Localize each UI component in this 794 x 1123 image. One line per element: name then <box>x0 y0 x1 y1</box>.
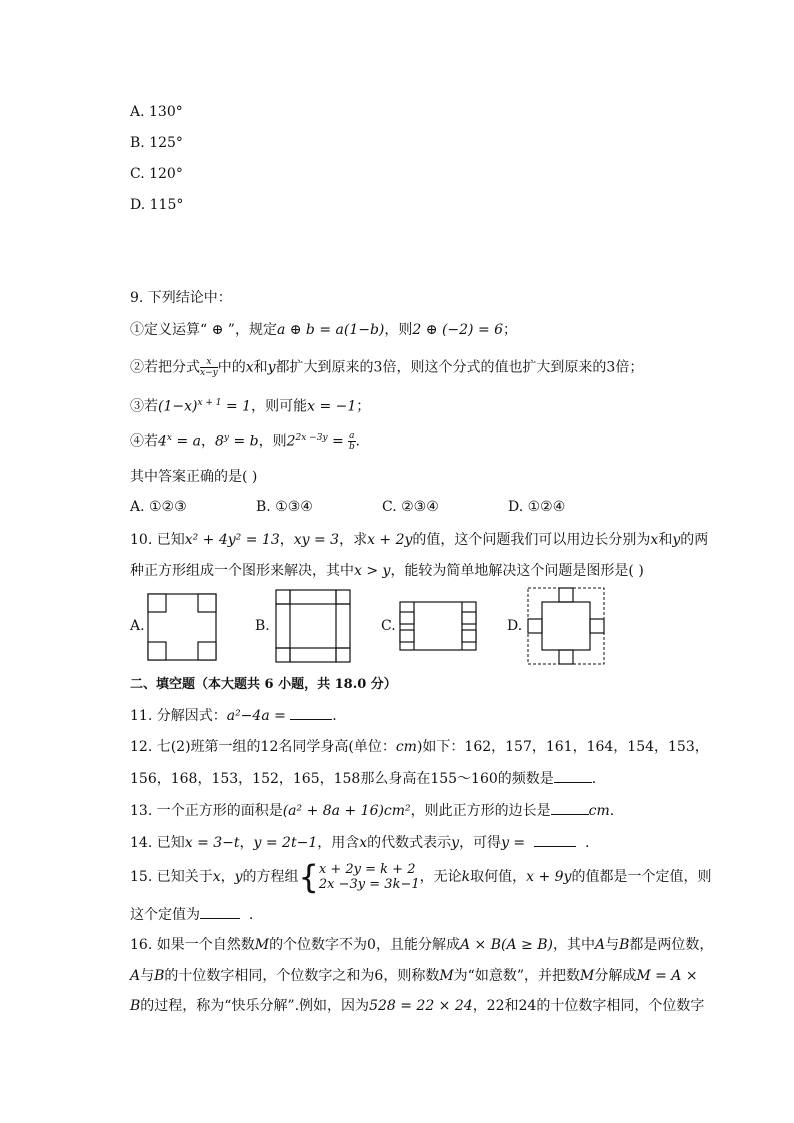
figure-b <box>274 588 352 664</box>
q9-option-c: C. ②③④ <box>382 499 439 515</box>
q9-statement-1: ①定义运算“ ⊕ ”，规定a ⊕ b = a(1−b)，则2 ⊕ (−2) = 6； <box>130 322 518 338</box>
figure-d-label: D. <box>507 618 523 634</box>
q9-option-b: B. ①③④ <box>256 499 313 515</box>
figure-b-label: B. <box>255 618 270 634</box>
figure-c <box>398 600 478 652</box>
option-b: B. 125° <box>130 135 183 151</box>
q9-option-a: A. ①②③ <box>130 499 187 515</box>
figure-a-label: A. <box>130 618 145 634</box>
q9-statement-3: ③若$(1-x)^{x + 1} = 1$，则可能x = −1； <box>130 398 371 415</box>
option-c: C. 120° <box>130 166 183 182</box>
option-d: D. 115° <box>130 197 184 213</box>
figure-a <box>146 592 218 662</box>
answer-blank[interactable] <box>534 832 576 847</box>
option-a: A. 130° <box>130 104 183 120</box>
q14: 14. 已知x = 3−t，y = 2t−1，用含x的代数式表示y，可得y = . <box>130 832 589 853</box>
q16-line-2: A与B的十位数字相同，个位数字之和为6，则称数M为“如意数”，并把数M分解成M = A × <box>130 968 698 984</box>
q16-line-1: 16. 如果一个自然数M的个位数字不为0，且能分解成A × B(A ≥ B)，其中A与B都是两位数， <box>130 937 714 953</box>
q15-line-2: 这个定值为 . <box>130 904 253 925</box>
q11: 11. 分解因式：a²−4a = . <box>130 705 337 726</box>
q9-ask: 其中答案正确的是( ) <box>130 469 258 485</box>
fraction: $\frac{x}{x-y}$ <box>200 357 218 378</box>
q9-statement-2: ②若把分式 $\frac{x}{x-y}$ 中的x和y都扩大到原来的3倍，则这个分式的值也扩大到原来的3倍； <box>130 357 644 378</box>
q10-line-2: 种正方形组成一个图形来解决，其中x > y，能较为简单地解决这个问题是图形是( ) <box>130 563 644 579</box>
q12-line-1: 12. 七(2)班第一组的12名同学身高(单位：cm)如下：162，157，161，164，154，153， <box>130 739 709 755</box>
equation-system: x + 2y = k + 2 2x −3y = 3k−1 <box>318 862 420 892</box>
answer-blank[interactable] <box>551 800 589 815</box>
q10-line-1: 10. 已知x² + 4y² = 13，xy = 3，求x + 2y的值，这个问题我们可以用边长分别为x和y的两 <box>130 532 709 548</box>
q9-stem: 9. 下列结论中： <box>130 290 232 306</box>
q13: 13. 一个正方形的面积是(a² + 8a + 16)cm²，则此正方形的边长是 cm. <box>130 800 614 821</box>
answer-blank[interactable] <box>290 705 332 720</box>
q9-statement-4: ④若$4^x = a$，$8^y = b$，则$2^{2x -3y}$ = $\frac{a}{b}$ . <box>130 431 360 453</box>
q15-line-1: 15. 已知关于x，y的方程组{ x + 2y = k + 2 2x −3y = 3k−1 ，无论k取何值，x + 9y的值都是一个定值，则 <box>130 858 712 896</box>
answer-blank[interactable] <box>554 768 592 783</box>
figure-d <box>526 586 606 666</box>
answer-blank[interactable] <box>200 904 240 919</box>
q9-option-d: D. ①②④ <box>508 499 566 515</box>
q16-line-3: B的过程，称为“快乐分解”.例如，因为528 = 22 × 24，22和24的十位数字相同，个位数字 <box>130 998 705 1014</box>
section-heading: 二、填空题（本大题共 6 小题，共 18.0 分） <box>130 677 397 692</box>
figure-c-label: C. <box>381 618 396 634</box>
q12-line-2: 156，168，153，152，165，158那么身高在155～160的频数是 . <box>130 768 596 789</box>
